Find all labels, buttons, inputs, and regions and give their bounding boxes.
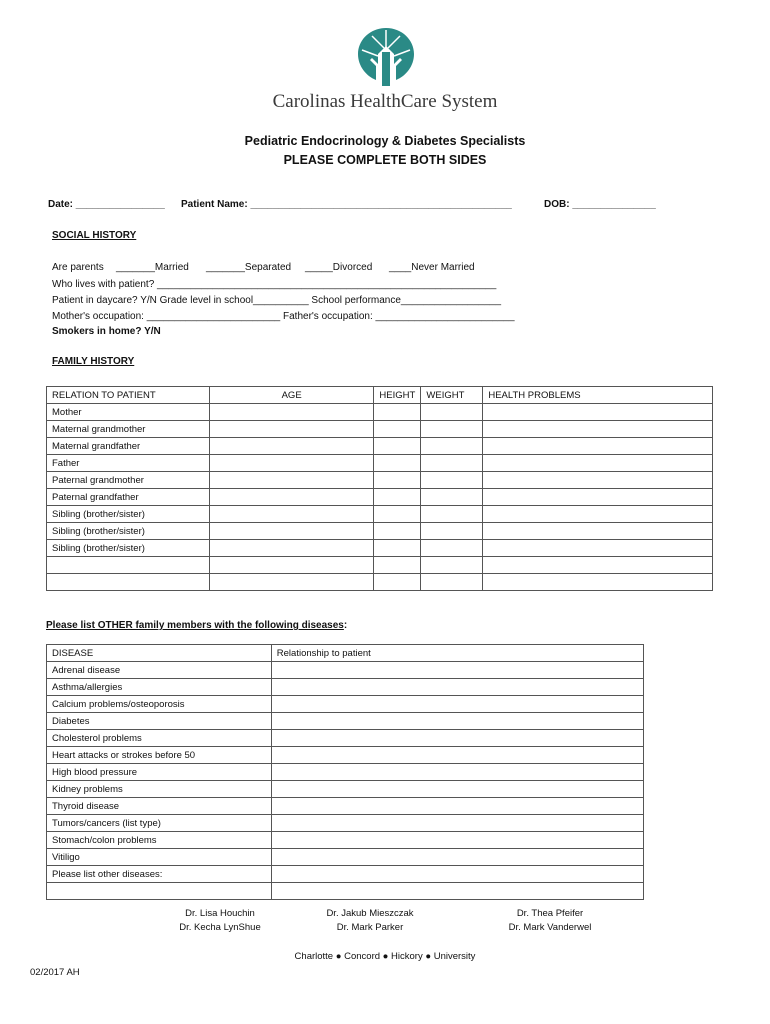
health-problems-cell[interactable] <box>483 404 713 421</box>
disease-cell: Thyroid disease <box>47 798 272 815</box>
parents-label: Are parents <box>52 262 104 273</box>
disease-cell: Diabetes <box>47 713 272 730</box>
weight-cell[interactable] <box>421 506 483 523</box>
table-row <box>47 540 713 557</box>
heading-colon: : <box>343 620 348 631</box>
relationship-cell[interactable] <box>271 696 643 713</box>
table-row <box>47 472 713 489</box>
table-row <box>47 421 713 438</box>
doctor-name: Dr. Mark Vanderwel <box>508 922 592 933</box>
relationship-cell[interactable] <box>271 866 643 883</box>
disease-cell: Vitiligo <box>47 849 272 866</box>
separated-option[interactable]: _______Separated <box>206 262 292 273</box>
doctor-name: Dr. Mark Parker <box>336 922 404 933</box>
disease-cell: Stomach/colon problems <box>47 832 272 849</box>
health-problems-cell[interactable] <box>483 438 713 455</box>
family-history-heading: FAMILY HISTORY <box>52 356 135 367</box>
column-header: Relationship to patient <box>271 645 643 662</box>
height-cell[interactable] <box>374 472 421 489</box>
table-row <box>47 489 713 506</box>
family-history-table <box>46 386 713 591</box>
height-cell[interactable] <box>374 506 421 523</box>
height-cell[interactable] <box>374 489 421 506</box>
table-row <box>47 696 644 713</box>
brand-name: Carolinas HealthCare System <box>272 91 498 112</box>
relationship-cell[interactable] <box>271 832 643 849</box>
age-cell[interactable] <box>209 472 374 489</box>
form-code: 02/2017 AH <box>30 967 80 978</box>
page-subtitle: PLEASE COMPLETE BOTH SIDES <box>283 153 487 167</box>
page-title: Pediatric Endocrinology & Diabetes Specialists <box>244 134 526 148</box>
social-history-heading: SOCIAL HISTORY <box>52 230 137 241</box>
weight-cell[interactable] <box>421 404 483 421</box>
height-cell[interactable] <box>374 540 421 557</box>
column-header: HEALTH PROBLEMS <box>483 387 713 404</box>
disease-cell: Asthma/allergies <box>47 679 272 696</box>
age-cell[interactable] <box>209 574 374 591</box>
tree-logo-icon <box>356 26 416 88</box>
table-row <box>47 798 644 815</box>
age-cell[interactable] <box>209 557 374 574</box>
disease-cell <box>47 883 272 900</box>
relationship-cell[interactable] <box>271 747 643 764</box>
table-row <box>47 883 644 900</box>
weight-cell[interactable] <box>421 472 483 489</box>
never-married-option[interactable]: ____Never Married <box>389 262 475 273</box>
age-cell[interactable] <box>209 540 374 557</box>
table-row <box>47 662 644 679</box>
table-row <box>47 849 644 866</box>
table-row <box>47 815 644 832</box>
age-cell[interactable] <box>209 404 374 421</box>
column-header: HEIGHT <box>374 387 421 404</box>
smokers-field[interactable]: Smokers in home? Y/N <box>52 326 161 337</box>
table-row <box>47 781 644 798</box>
disease-cell: Heart attacks or strokes before 50 <box>47 747 272 764</box>
relation-cell: Maternal grandfather <box>47 438 210 455</box>
health-problems-cell[interactable] <box>483 574 713 591</box>
height-cell[interactable] <box>374 574 421 591</box>
column-header: RELATION TO PATIENT <box>47 387 210 404</box>
weight-cell[interactable] <box>421 438 483 455</box>
disease-cell: Cholesterol problems <box>47 730 272 747</box>
health-problems-cell[interactable] <box>483 540 713 557</box>
height-cell[interactable] <box>374 438 421 455</box>
age-cell[interactable] <box>209 523 374 540</box>
table-row <box>47 574 713 591</box>
weight-cell[interactable] <box>421 455 483 472</box>
relationship-cell[interactable] <box>271 815 643 832</box>
relationship-cell[interactable] <box>271 781 643 798</box>
weight-cell[interactable] <box>421 540 483 557</box>
doctor-column-3 <box>490 908 610 933</box>
other-diseases-table <box>46 644 644 900</box>
table-row <box>47 747 644 764</box>
column-header: WEIGHT <box>421 387 483 404</box>
relationship-cell[interactable] <box>271 713 643 730</box>
disease-cell: High blood pressure <box>47 764 272 781</box>
height-cell[interactable] <box>374 404 421 421</box>
disease-cell: Kidney problems <box>47 781 272 798</box>
locations-line: Charlotte ● Concord ● Hickory ● University <box>294 951 476 962</box>
table-row <box>47 679 644 696</box>
other-diseases-heading-text: Please list OTHER family members with the following diseases <box>46 620 344 631</box>
date-field[interactable]: Date: ________________ <box>48 199 165 210</box>
health-problems-cell[interactable] <box>483 455 713 472</box>
doctor-name: Dr. Kecha LynShue <box>179 922 261 933</box>
relation-cell <box>47 574 210 591</box>
relationship-cell[interactable] <box>271 764 643 781</box>
weight-cell[interactable] <box>421 523 483 540</box>
disease-cell: Calcium problems/osteoporosis <box>47 696 272 713</box>
table-row <box>47 438 713 455</box>
table-row <box>47 455 713 472</box>
doctor-name: Dr. Jakub Mieszczak <box>326 908 414 919</box>
relationship-cell[interactable] <box>271 849 643 866</box>
doctor-name: Dr. Lisa Houchin <box>185 908 255 919</box>
relation-cell: Sibling (brother/sister) <box>47 506 210 523</box>
health-problems-cell[interactable] <box>483 489 713 506</box>
relationship-cell[interactable] <box>271 798 643 815</box>
relation-cell: Paternal grandmother <box>47 472 210 489</box>
column-header: DISEASE <box>47 645 272 662</box>
occupation-field[interactable]: Mother's occupation: ________________________ Father's occupation: _________________________ <box>52 311 515 322</box>
relation-cell: Sibling (brother/sister) <box>47 523 210 540</box>
health-problems-cell[interactable] <box>483 523 713 540</box>
table-row <box>47 523 713 540</box>
table-row <box>47 866 644 883</box>
weight-cell[interactable] <box>421 489 483 506</box>
table-row <box>47 764 644 781</box>
disease-cell: Tumors/cancers (list type) <box>47 815 272 832</box>
divorced-option[interactable]: _____Divorced <box>305 262 373 273</box>
column-header: AGE <box>209 387 374 404</box>
age-cell[interactable] <box>209 489 374 506</box>
relationship-cell[interactable] <box>271 662 643 679</box>
weight-cell[interactable] <box>421 574 483 591</box>
dob-field[interactable]: DOB: _______________ <box>544 199 656 210</box>
height-cell[interactable] <box>374 455 421 472</box>
patient-name-field[interactable]: Patient Name: _______________________________________________ <box>181 199 512 210</box>
relationship-cell[interactable] <box>271 679 643 696</box>
relation-cell: Father <box>47 455 210 472</box>
table-row <box>47 506 713 523</box>
disease-cell: Adrenal disease <box>47 662 272 679</box>
doctor-column-2 <box>310 908 430 933</box>
weight-cell[interactable] <box>421 421 483 438</box>
height-cell[interactable] <box>374 523 421 540</box>
table-row <box>47 832 644 849</box>
disease-cell: Please list other diseases: <box>47 866 272 883</box>
daycare-field[interactable]: Patient in daycare? Y/N Grade level in school__________ School performance__________________ <box>52 295 502 306</box>
health-problems-cell[interactable] <box>483 557 713 574</box>
table-row <box>47 557 713 574</box>
other-diseases-heading <box>46 620 347 631</box>
relation-cell: Maternal grandmother <box>47 421 210 438</box>
relationship-cell[interactable] <box>271 730 643 747</box>
lives-with-field[interactable]: Who lives with patient? _____________________________________________________________ <box>52 279 497 290</box>
relation-cell <box>47 557 210 574</box>
table-row <box>47 713 644 730</box>
health-problems-cell[interactable] <box>483 506 713 523</box>
table-row <box>47 404 713 421</box>
age-cell[interactable] <box>209 506 374 523</box>
table-row <box>47 730 644 747</box>
doctor-name: Dr. Thea Pfeifer <box>516 908 584 919</box>
relationship-cell[interactable] <box>271 883 643 900</box>
health-problems-cell[interactable] <box>483 472 713 489</box>
age-cell[interactable] <box>209 455 374 472</box>
age-cell[interactable] <box>209 438 374 455</box>
height-cell[interactable] <box>374 557 421 574</box>
age-cell[interactable] <box>209 421 374 438</box>
health-problems-cell[interactable] <box>483 421 713 438</box>
relation-cell: Mother <box>47 404 210 421</box>
relation-cell: Paternal grandfather <box>47 489 210 506</box>
weight-cell[interactable] <box>421 557 483 574</box>
height-cell[interactable] <box>374 421 421 438</box>
doctor-column-1 <box>160 908 280 933</box>
married-option[interactable]: _______Married <box>116 262 189 273</box>
relation-cell: Sibling (brother/sister) <box>47 540 210 557</box>
